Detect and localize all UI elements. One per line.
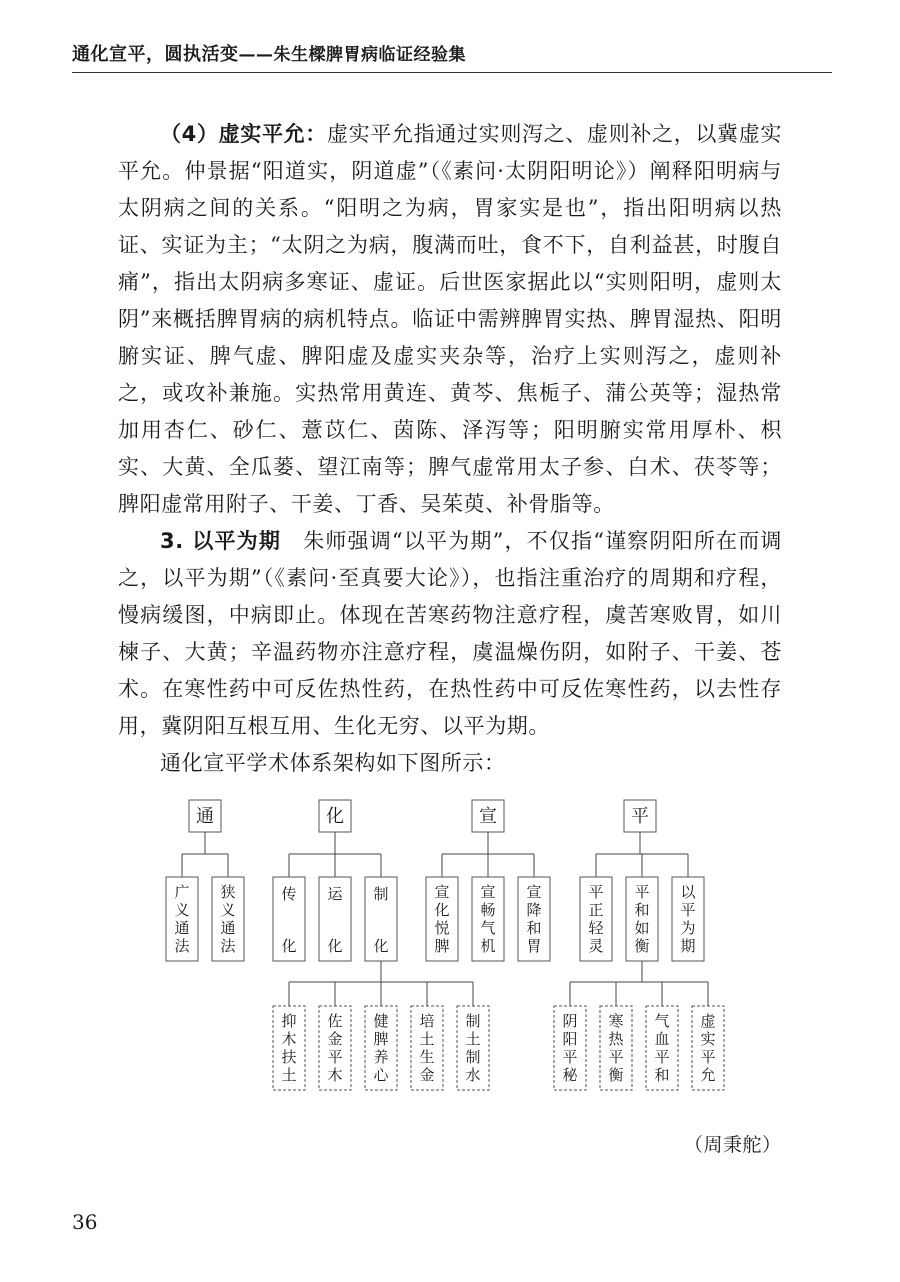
pinghe-child-node-char: 平 <box>562 1048 578 1066</box>
zhihua-child-node-char: 金 <box>419 1066 435 1084</box>
zhihua-child-node-char: 土 <box>465 1030 481 1048</box>
author: （周秉舵） <box>684 1134 782 1156</box>
pinghe-child-node-char: 阳 <box>562 1030 578 1048</box>
paragraph-heading: （4）虚实平允： <box>160 122 327 146</box>
pinghe-child-node-char: 和 <box>654 1066 670 1084</box>
academic-system-diagram <box>150 792 750 1102</box>
zhihua-child-node-char: 心 <box>373 1066 389 1084</box>
zhihua-child-node-char: 培 <box>419 1012 435 1030</box>
xuan-child-node-char: 和 <box>526 919 542 937</box>
zhihua-child-node-char: 土 <box>419 1030 435 1048</box>
top-node-tong-label: 通 <box>196 806 214 827</box>
body-text <box>118 116 782 782</box>
ping-child-node-char: 灵 <box>588 937 604 955</box>
hua-child-node-char: 化 <box>327 937 343 955</box>
tong-child-node-char: 义 <box>220 901 236 919</box>
top-node-xuan-label: 宣 <box>479 806 497 827</box>
paragraph-text: 虚实平允指通过实则泻之、虚则补之，以冀虚实平允。仲景据“阳道实，阴道虚”（《素问·太阴阳明论》）阐释阳明病与太阴病之间的关系。“阳明之为病，胃家实是也”，指出阳明病以热证、实证为主；“太阴之为病，腹满而吐，食不下，自利益甚，时腹自痛”，指出太阴病多寒证、虚证。后世医家据此以“实则阳明，虚则太阴”来概括脾胃病的病机特点。临证中需辨脾胃实热、脾胃湿热、阳明腑实证、脾气虚、脾阳虚及虚实夹杂等，治疗上实则泻之，虚则补之，或攻补兼施。实热常用黄连、黄芩、焦栀子、蒲公英等；湿热常加用杏仁、砂仁、薏苡仁、茵陈、泽泻等；阳明腑实常用厚朴、枳实、大黄、全瓜蒌、望江南等；脾气虚常用太子参、白术、茯苓等；脾阳虚常用附子、干姜、丁香、吴茱萸、补骨脂等。 <box>118 122 782 516</box>
hua-child-node-char: 传 <box>281 885 297 903</box>
tong-child-node-char: 通 <box>174 919 190 937</box>
pinghe-child-node-char: 实 <box>700 1030 716 1048</box>
book-subtitle: ——朱生樑脾胃病临证经验集 <box>238 45 466 65</box>
paragraph-diagram-intro <box>118 745 782 782</box>
paragraph-text: 朱师强调“以平为期”，不仅指“谨察阴阳所在而调之，以平为期”（《素问·至真要大论》），也指注重治疗的周期和疗程，慢病缓图，中病即止。体现在苦寒药物注意疗程，虞苦寒败胃，如川楝子、大黄；辛温药物亦注意疗程，虞温燥伤阴，如附子、干姜、苍术。在寒性药中可反佐热性药，在热性药中可反佐寒性药，以去性存用，冀阴阳互根互用、生化无穷、以平为期。 <box>118 529 782 738</box>
zhihua-child-node-char: 水 <box>465 1066 481 1084</box>
ping-child-node-char: 为 <box>680 919 696 937</box>
tong-child-node-char: 狭 <box>220 883 236 901</box>
hua-child-node-char: 化 <box>281 937 297 955</box>
xuan-child-node-char: 脾 <box>434 937 450 955</box>
diagram-svg <box>150 792 750 1102</box>
pinghe-child-node-char: 允 <box>700 1066 716 1084</box>
xuan-child-node-char: 宣 <box>526 883 542 901</box>
header-rule <box>72 72 832 73</box>
ping-child-node-char: 如 <box>634 919 650 937</box>
pinghe-child-node-char: 血 <box>654 1030 670 1048</box>
ping-child-node-char: 以 <box>680 883 696 901</box>
hua-child-node-char: 运 <box>327 885 343 903</box>
zhihua-child-node-char: 土 <box>281 1066 297 1084</box>
pinghe-child-node-char: 阴 <box>562 1012 578 1030</box>
xuan-child-node-char: 宣 <box>434 883 450 901</box>
pinghe-child-node-char: 平 <box>608 1048 624 1066</box>
zhihua-child-node-char: 制 <box>465 1012 481 1030</box>
zhihua-child-node-char: 木 <box>281 1030 297 1048</box>
zhihua-child-node-char: 扶 <box>281 1048 297 1066</box>
ping-child-node-char: 平 <box>634 883 650 901</box>
zhihua-child-node-char: 抑 <box>281 1012 297 1030</box>
xuan-child-node-char: 畅 <box>480 901 496 919</box>
zhihua-child-node-char: 脾 <box>373 1030 389 1048</box>
running-header <box>72 40 832 66</box>
xuan-child-node-char: 降 <box>526 901 542 919</box>
top-node-hua-label: 化 <box>326 806 344 827</box>
xuan-child-node-char: 化 <box>434 901 450 919</box>
ping-child-node-char: 衡 <box>634 937 650 955</box>
xuan-child-node-char: 气 <box>480 919 496 937</box>
pinghe-child-node-char: 虚 <box>700 1012 716 1030</box>
tong-child-node-char: 通 <box>220 919 236 937</box>
pinghe-child-node-char: 衡 <box>608 1066 624 1084</box>
zhihua-child-node-char: 木 <box>327 1066 343 1084</box>
pinghe-child-node-char: 气 <box>654 1012 670 1030</box>
zhihua-child-node-char: 养 <box>373 1048 389 1066</box>
tong-child-node-char: 义 <box>174 901 190 919</box>
ping-child-node-char: 轻 <box>588 919 604 937</box>
pinghe-child-node-char: 热 <box>608 1030 624 1048</box>
ping-child-node-char: 和 <box>634 901 650 919</box>
ping-child-node-char: 期 <box>680 937 696 955</box>
xuan-child-node-char: 悦 <box>434 919 450 937</box>
zhihua-child-node-char: 生 <box>419 1048 435 1066</box>
paragraph-text: 通化宣平学术体系架构如下图所示： <box>160 751 506 775</box>
pinghe-child-node-char: 平 <box>654 1048 670 1066</box>
ping-child-node-char: 正 <box>588 901 604 919</box>
tong-child-node-char: 法 <box>174 937 190 955</box>
xuan-child-node-char: 宣 <box>480 883 496 901</box>
zhihua-child-node-char: 平 <box>327 1048 343 1066</box>
paragraph-xushi-pingyun <box>118 116 782 523</box>
pinghe-child-node-char: 秘 <box>562 1066 578 1084</box>
book-title: 通化宣平，圆执活变 <box>72 44 239 65</box>
xuan-child-node-char: 胃 <box>526 937 542 955</box>
xuan-child-node-char: 机 <box>480 937 496 955</box>
top-node-ping-label: 平 <box>631 806 649 827</box>
tong-child-node-char: 法 <box>220 937 236 955</box>
hua-child-node-char: 化 <box>373 937 389 955</box>
paragraph-yi-ping-wei-qi <box>118 523 782 745</box>
zhihua-child-node-char: 健 <box>373 1012 389 1030</box>
ping-child-node-char: 平 <box>588 883 604 901</box>
zhihua-child-node-char: 佐 <box>327 1012 343 1030</box>
zhihua-child-node-char: 金 <box>327 1030 343 1048</box>
page-number: 36 <box>72 1210 98 1234</box>
tong-child-node-char: 广 <box>174 883 190 901</box>
ping-child-node-char: 平 <box>680 901 696 919</box>
hua-child-node-char: 制 <box>373 885 389 903</box>
zhihua-child-node-char: 制 <box>465 1048 481 1066</box>
pinghe-child-node-char: 寒 <box>608 1012 624 1030</box>
pinghe-child-node-char: 平 <box>700 1048 716 1066</box>
paragraph-heading: 3. 以平为期 <box>160 529 282 553</box>
